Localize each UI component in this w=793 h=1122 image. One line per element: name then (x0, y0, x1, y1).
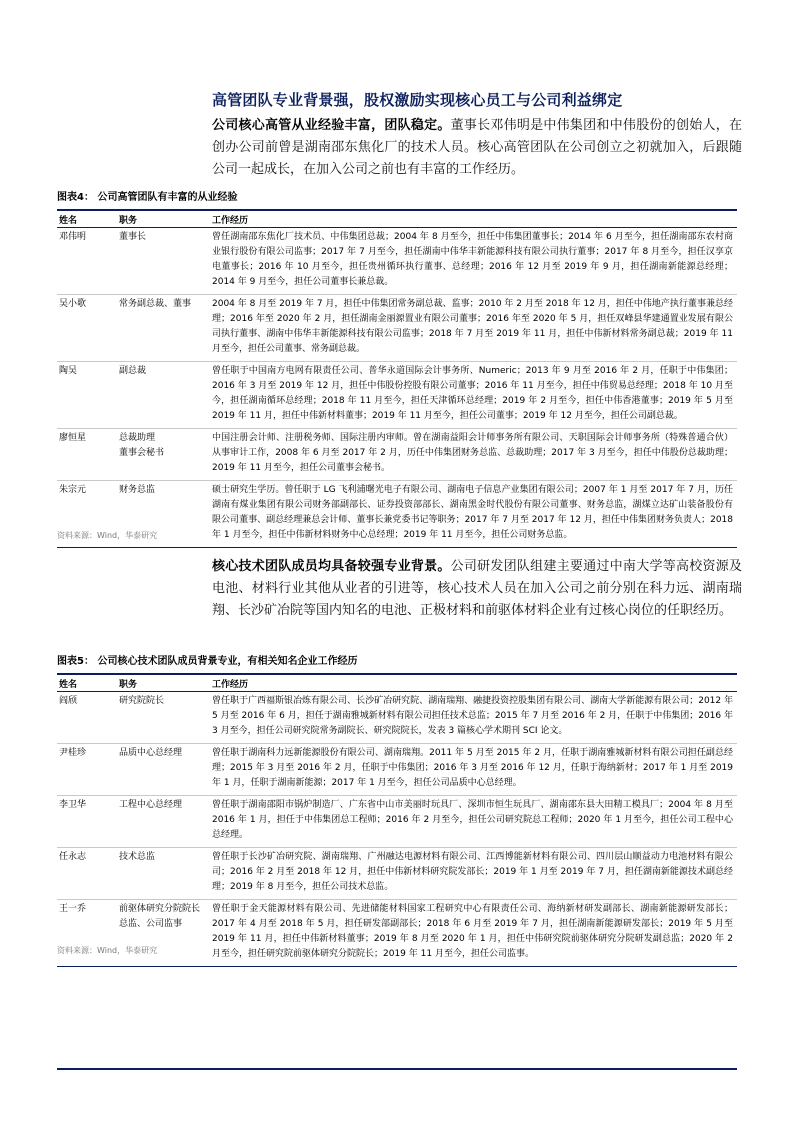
cell-experience: 曾任职于湖南邵阳市锅炉制造厂、广东省中山市美丽时玩具厂、深圳市恒生玩具厂、湖南邵东县大田精工模具厂；2004 年 8 月至 2016 年 1 月，担任于中伟集团总工程师；2016 年 2 月至今，担任公司研究院总工程师；2020 年 1 月至今，担任公司工程中心总经理。 (212, 800, 733, 840)
cell-name: 尹桂珍 (59, 748, 87, 758)
cell-experience: 曾任职于湖南科力远新能源股份有限公司、湖南瑞翔。2011 年 5 月至 2015 年 2 月，任职于湖南雅城新材料有限公司担任副总经理；2015 年 3 月至 2016 年 2 月，任职于中伟集团；2016 年 3 月至 2016 年 12 月，任职于海纳新材；2017 年 1 月至 2019 年 1 月，任职于湖南新能源；2017 年 1 月至今，担任公司品质中心总经理。 (212, 748, 733, 788)
header-experience: 工作经历 (212, 679, 249, 690)
cell-name: 李卫华 (59, 800, 87, 810)
cell-name: 廖恒星 (59, 433, 87, 443)
header-experience: 工作经历 (212, 215, 249, 226)
cell-title: 技术总监 (119, 852, 156, 862)
cell-experience: 曾任职于广西福斯银冶炼有限公司、长沙矿冶研究院、湖南瑞翔、融捷投资控股集团有限公司、湖南大学新能源有限公司；2012 年 5 月至 2016 年 6 月，担任于湖南雅城新材料有限公司担任技术总监；2015 年 7 月至 2016 年 2 月，任职于中伟集团；2016 年 3 月至今，担任公司研究院常务副院长、研究院院长，发表 3 篇核心学术期刊 SCI 论文。 (212, 696, 733, 736)
header-name: 姓名 (59, 215, 78, 226)
cell-name: 阎颀 (59, 696, 78, 706)
source-note: 资料来源：Wind，华泰研究 (57, 531, 158, 540)
cell-name: 任永志 (59, 852, 87, 862)
table-row (57, 900, 737, 967)
table-row (57, 429, 737, 481)
source-note: 资料来源：Wind，华泰研究 (57, 946, 158, 955)
cell-experience: 中国注册会计师、注册税务师、国际注册内审师。曾在湖南益阳会计师事务所有限公司、天职国际会计师事务所（特殊普通合伙）从事审计工作，2008 年 6 月至 2017 年 2 月，历任中伟集团财务总监、总裁助理；2017 年 3 月至今，担任中伟股份总裁助理；2019 年 11 月至今，担任公司董事会秘书。 (212, 433, 733, 473)
cell-title: 副总裁 (119, 366, 147, 376)
table-row (57, 744, 737, 796)
paragraph-lead: 核心技术团队成员均具备较强专业背景。 (212, 559, 451, 574)
table-management-experience (57, 191, 737, 548)
cell-experience: 曾任湖南邵东焦化厂技术员、中伟集团总裁；2004 年 8 月至今，担任中伟集团董事长；2014 年 6 月至今，担任湖南邵东农村商业银行股份有限公司监事；2017 年 7 月至今，担任湖南中伟华丰新能源科技有限公司执行董事；2017 年 8 月至今，担任汉享京电董事长；2016 年 10 月至今，担任贵州循环执行董事、总经理；2016 年 12 月至 2019 年 9 月，担任湖南新能源总经理；2014 年 9 月至今，担任公司董事长兼总裁。 (212, 232, 733, 287)
table-row (57, 848, 737, 900)
cell-title: 研究院院长 (119, 696, 165, 706)
header-title: 职务 (119, 679, 138, 690)
cell-name: 朱宗元 (59, 485, 87, 495)
cell-title: 总裁助理 董事会秘书 (119, 433, 165, 458)
cell-experience: 曾任职于中国南方电网有限责任公司、普华永道国际会计事务所、Numeric；2013 年 9 月至 2016 年 2 月，任职于中伟集团；2016 年 3 月至 2019 年 12 月，担任中伟股份控股有限公司董事；2016 年 11 月至今，担任中伟贸易总经理；2018 年 10 月至今，担任湖南循环总经理；2018 年 11 月至今，担任天津循环总经理；2019 年 2 月至今，担任中伟香港董事；2019 年 5 月至 2019 年 11 月，担任中伟新材料董事；2019 年 11 月至今，担任公司董事；2019 年 12 月至今，担任公司副总裁。 (212, 366, 733, 421)
table-header (57, 211, 737, 228)
cell-name: 邓伟明 (59, 232, 87, 242)
table-caption: 图表4： 公司高管团队有丰富的从业经验 (57, 191, 737, 211)
table-tech-team (57, 655, 737, 967)
cell-name: 陶吴 (59, 366, 78, 376)
paragraph-lead: 公司核心高管从业经验丰富，团队稳定。 (212, 118, 451, 133)
paragraph-management (212, 115, 742, 181)
table-header (57, 675, 737, 692)
table-row (57, 692, 737, 744)
section-headline: 高管团队专业背景强，股权激励实现核心员工与公司利益绑定 (212, 91, 623, 109)
table-caption: 图表5： 公司核心技术团队成员背景专业，有相关知名企业工作经历 (57, 655, 737, 675)
table-row (57, 295, 737, 362)
cell-title: 工程中心总经理 (119, 800, 183, 810)
header-title: 职务 (119, 215, 138, 226)
paragraph-text: 董事长邓伟明是中伟集团和中伟股份的创始人，在创办公司前曾是湖南邵东焦化厂的技术人员。核心高管团队在公司创立之初就加入，后跟随公司一起成长，在加入公司之前也有丰富的工作经历。 (212, 118, 742, 177)
paragraph-text: 公司研发团队组建主要通过中南大学等高校资源及电池、材料行业其他从业者的引进等，核心技术人员在加入公司之前分别在科力远、湖南瑞翔、长沙矿冶院等国内知名的电池、正极材料和前驱体材料企业有过核心岗位的任职经历。 (212, 559, 742, 618)
cell-experience: 曾任职于金天能源材料有限公司、先进储能材料国家工程研究中心有限责任公司、海纳新材研发副部长、湖南新能源研发部长；2017 年 4 月至 2018 年 5 月，担任研发部副部长；2018 年 6 月至 2019 年 7 月，担任湖南新能源研发部长；2019 年 5 月至 2019 年 11 月，担任中伟新材料董事；2019 年 8 月至 2020 年 1 月，担任中伟研究院前驱体研究分院研发副总监；2020 年 2 月至今，担任研究院前驱体研究分院院长；2019 年 11 月至今，担任公司监事。 (212, 904, 733, 959)
cell-title: 财务总监 (119, 485, 156, 495)
header-name: 姓名 (59, 679, 78, 690)
table-row (57, 796, 737, 848)
cell-title: 董事长 (119, 232, 147, 242)
cell-title: 前驱体研究分院院长 总监、公司监事 (119, 904, 201, 929)
table-row (57, 362, 737, 429)
cell-experience: 2004 年 8 月至 2019 年 7 月，担任中伟集团常务副总裁、监事；2010 年 2 月至 2018 年 12 月，担任中伟地产执行董事兼总经理；2016 年至 2020 年 2 月，担任湖南金丽源置业有限公司董事；2016 年至 2020 年 5 月，担任双峰县华建通置业发展有限公司执行董事、湖南中伟华丰新能源科技有限公司监事；2018 年 7 月至 2019 年 11 月，担任中伟新材料常务副总裁；2019 年 11 月至今，担任公司董事、常务副总裁。 (212, 299, 733, 354)
cell-experience: 硕士研究生学历。曾任职于 LG 飞利浦曙光电子有限公司、湖南电子信息产业集团有限公司；2007 年 1 月至 2017 年 7 月，历任湖南有煤业集团有限公司财务部副部长、证券投资部部长、湖南黑金时代股份有限公司董事、财务总监，湖煤立达矿山装备股份有限公司董事、副总经理兼总会计师、董事长兼党委书记等职务；2017 年 7 月至 2017 年 12 月，担任中伟集团财务负责人；2018 年 1 月至今，担任中伟新材料财务中心总经理；2019 年 11 月至今，担任公司财务总监。 (212, 485, 733, 540)
table-row (57, 481, 737, 548)
footer-divider (57, 1068, 737, 1070)
table-row (57, 228, 737, 295)
cell-title: 常务副总裁、董事 (119, 299, 192, 309)
paragraph-tech-team (212, 556, 742, 622)
cell-name: 王一乔 (59, 904, 87, 914)
cell-title: 品质中心总经理 (119, 748, 183, 758)
cell-name: 吴小歌 (59, 299, 87, 309)
cell-experience: 曾任职于长沙矿冶研究院、湖南瑞翔、广州融达电源材料有限公司、江西博能新材料有限公司、四川层山顺益动力电池材料有限公司；2016 年 2 月至 2018 年 12 月，担任中伟新材料研究院发部长；2019 年 1 月至 2019 年 7 月，担任湖南新能源技术副总经理；2019 年 8 月至今，担任公司技术总监。 (212, 852, 733, 892)
